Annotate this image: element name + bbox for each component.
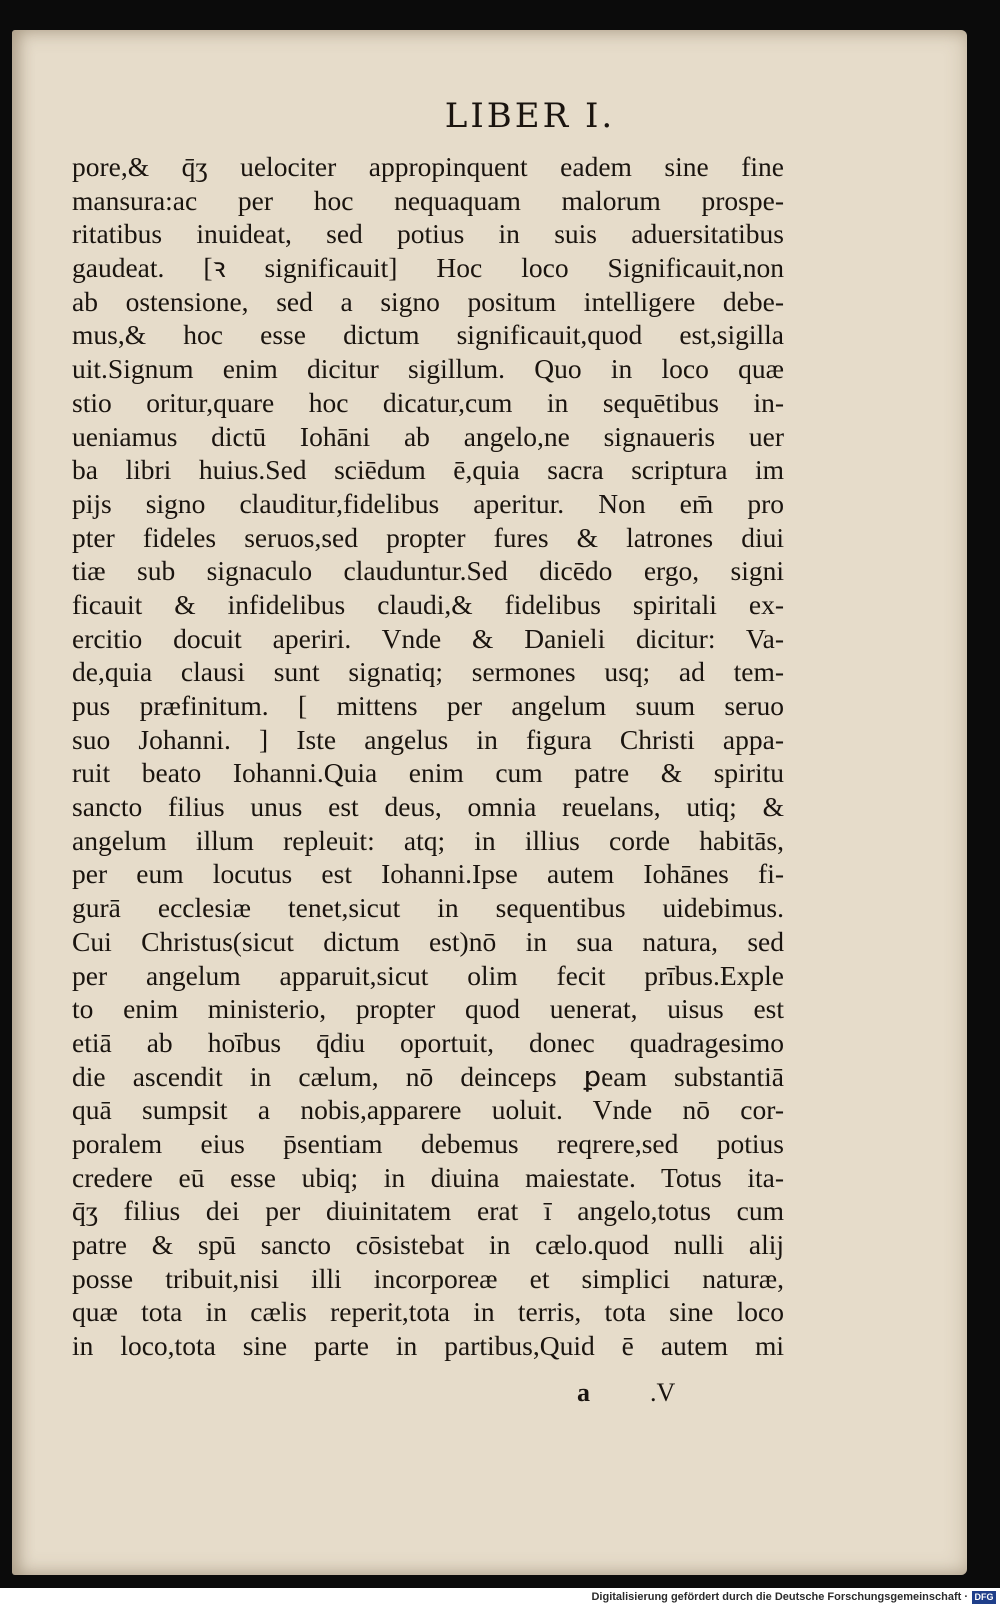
text-line: to enim ministerio, propter quod uenerat, uisus est — [72, 993, 784, 1025]
text-line: pter fideles seruos,sed propter fures & latrones diui — [72, 521, 784, 553]
text-line: tiæ sub signaculo clauduntur.Sed dicēdo ergo, signi — [72, 555, 784, 587]
text-line: uit.Signum enim dicitur sigillum. Quo in loco quæ — [72, 353, 784, 385]
text-line: ercitio docuit aperiri. Vnde & Danieli dicitur: Va- — [72, 622, 784, 654]
text-line: pore,& q̄ʒ uelociter appropinquent eadem sine fine — [72, 151, 784, 182]
text-line: patre & spū sancto cōsistebat in cælo.quod nulli alij — [72, 1229, 784, 1260]
text-line: poralem eius p̄sentiam debemus reqrere,sed potius — [72, 1127, 784, 1159]
dfg-logo-icon: DFG — [972, 1591, 996, 1604]
text-line: quā sumpsit a nobis,apparere uoluit. Vnde nō cor- — [72, 1094, 784, 1126]
text-line: ficauit & infidelibus claudi,& fidelibus spiritali ex- — [72, 588, 784, 620]
signature-mark: a — [577, 1378, 590, 1407]
text-line: per eum locutus est Iohanni.Ipse autem Iohānes fi- — [72, 858, 784, 890]
text-line: posse tribuit,nisi illi incorporeæ et simplici naturæ, — [72, 1262, 784, 1294]
text-line: mansura:ac per hoc nequaquam malorum prospe- — [72, 184, 784, 216]
text-line: ritatibus inuideat, sed potius in suis aduersitatibus — [72, 218, 784, 250]
dfg-credit: Digitalisierung gefördert durch die Deutsche Forschungsgemeinschaft · — [591, 1591, 968, 1603]
text-line: suo Johanni. ] Iste angelus in figura Christi appa- — [72, 723, 784, 755]
text-line: sancto filius unus est deus, omnia reuelans, utiq; & — [72, 791, 784, 823]
folio-number: .V — [650, 1378, 676, 1407]
text-line: pijs signo clauditur,fidelibus aperitur. Non em̄ pro — [72, 487, 784, 519]
footer-strip — [0, 1588, 1000, 1608]
text-line: credere eū esse ubiq; in diuina maiestate. Totus ita- — [72, 1161, 784, 1193]
text-line: per angelum apparuit,sicut olim fecit prībus.Exple — [72, 959, 784, 991]
text-line: ba libri huius.Sed sciēdum ē,quia sacra scriptura im — [72, 454, 784, 486]
text-line: pus præfinitum. [ mittens per angelum suum seruo — [72, 690, 784, 721]
text-line: ruit beato Iohanni.Quia enim cum patre & spiritu — [72, 757, 784, 789]
text-block — [72, 150, 784, 1363]
text-line: q̄ʒ filius dei per diuinitatem erat ī angelo,totus cum — [72, 1195, 784, 1227]
text-line: Cui Christus(sicut dictum est)nō in sua natura, sed — [72, 925, 784, 957]
text-line: ueniamus dictū Iohāni ab angelo,ne signaueris uer — [72, 420, 784, 452]
text-line: angelum illum repleuit: atq; in illius corde habitās, — [72, 824, 784, 856]
text-line: stio oritur,quare hoc dicatur,cum in sequētibus in- — [72, 386, 784, 418]
text-line: etiā ab hoībus q̄diu oportuit, donec quadragesimo — [72, 1026, 784, 1058]
text-line: gurā ecclesiæ tenet,sicut in sequentibus uidebimus. — [72, 892, 784, 924]
text-line: in loco,tota sine parte in partibus,Quid ē autem mi — [72, 1330, 784, 1362]
text-line: mus,& hoc esse dictum significauit,quod est,sigilla — [72, 319, 784, 351]
text-line: ab ostensione, sed a signo positum intelligere debe- — [72, 285, 784, 317]
text-line: de,quia clausi sunt signatiq; sermones usq; ad tem- — [72, 656, 784, 688]
text-line: gaudeat. [ꝛ significauit] Hoc loco Significauit,non — [72, 252, 784, 284]
text-line: quæ tota in cælis reperit,tota in terris, tota sine loco — [72, 1296, 784, 1328]
text-line: die ascendit in cælum, nō deinceps ꝑeam substantiā — [72, 1060, 784, 1092]
running-head: LIBER I. — [444, 96, 616, 136]
